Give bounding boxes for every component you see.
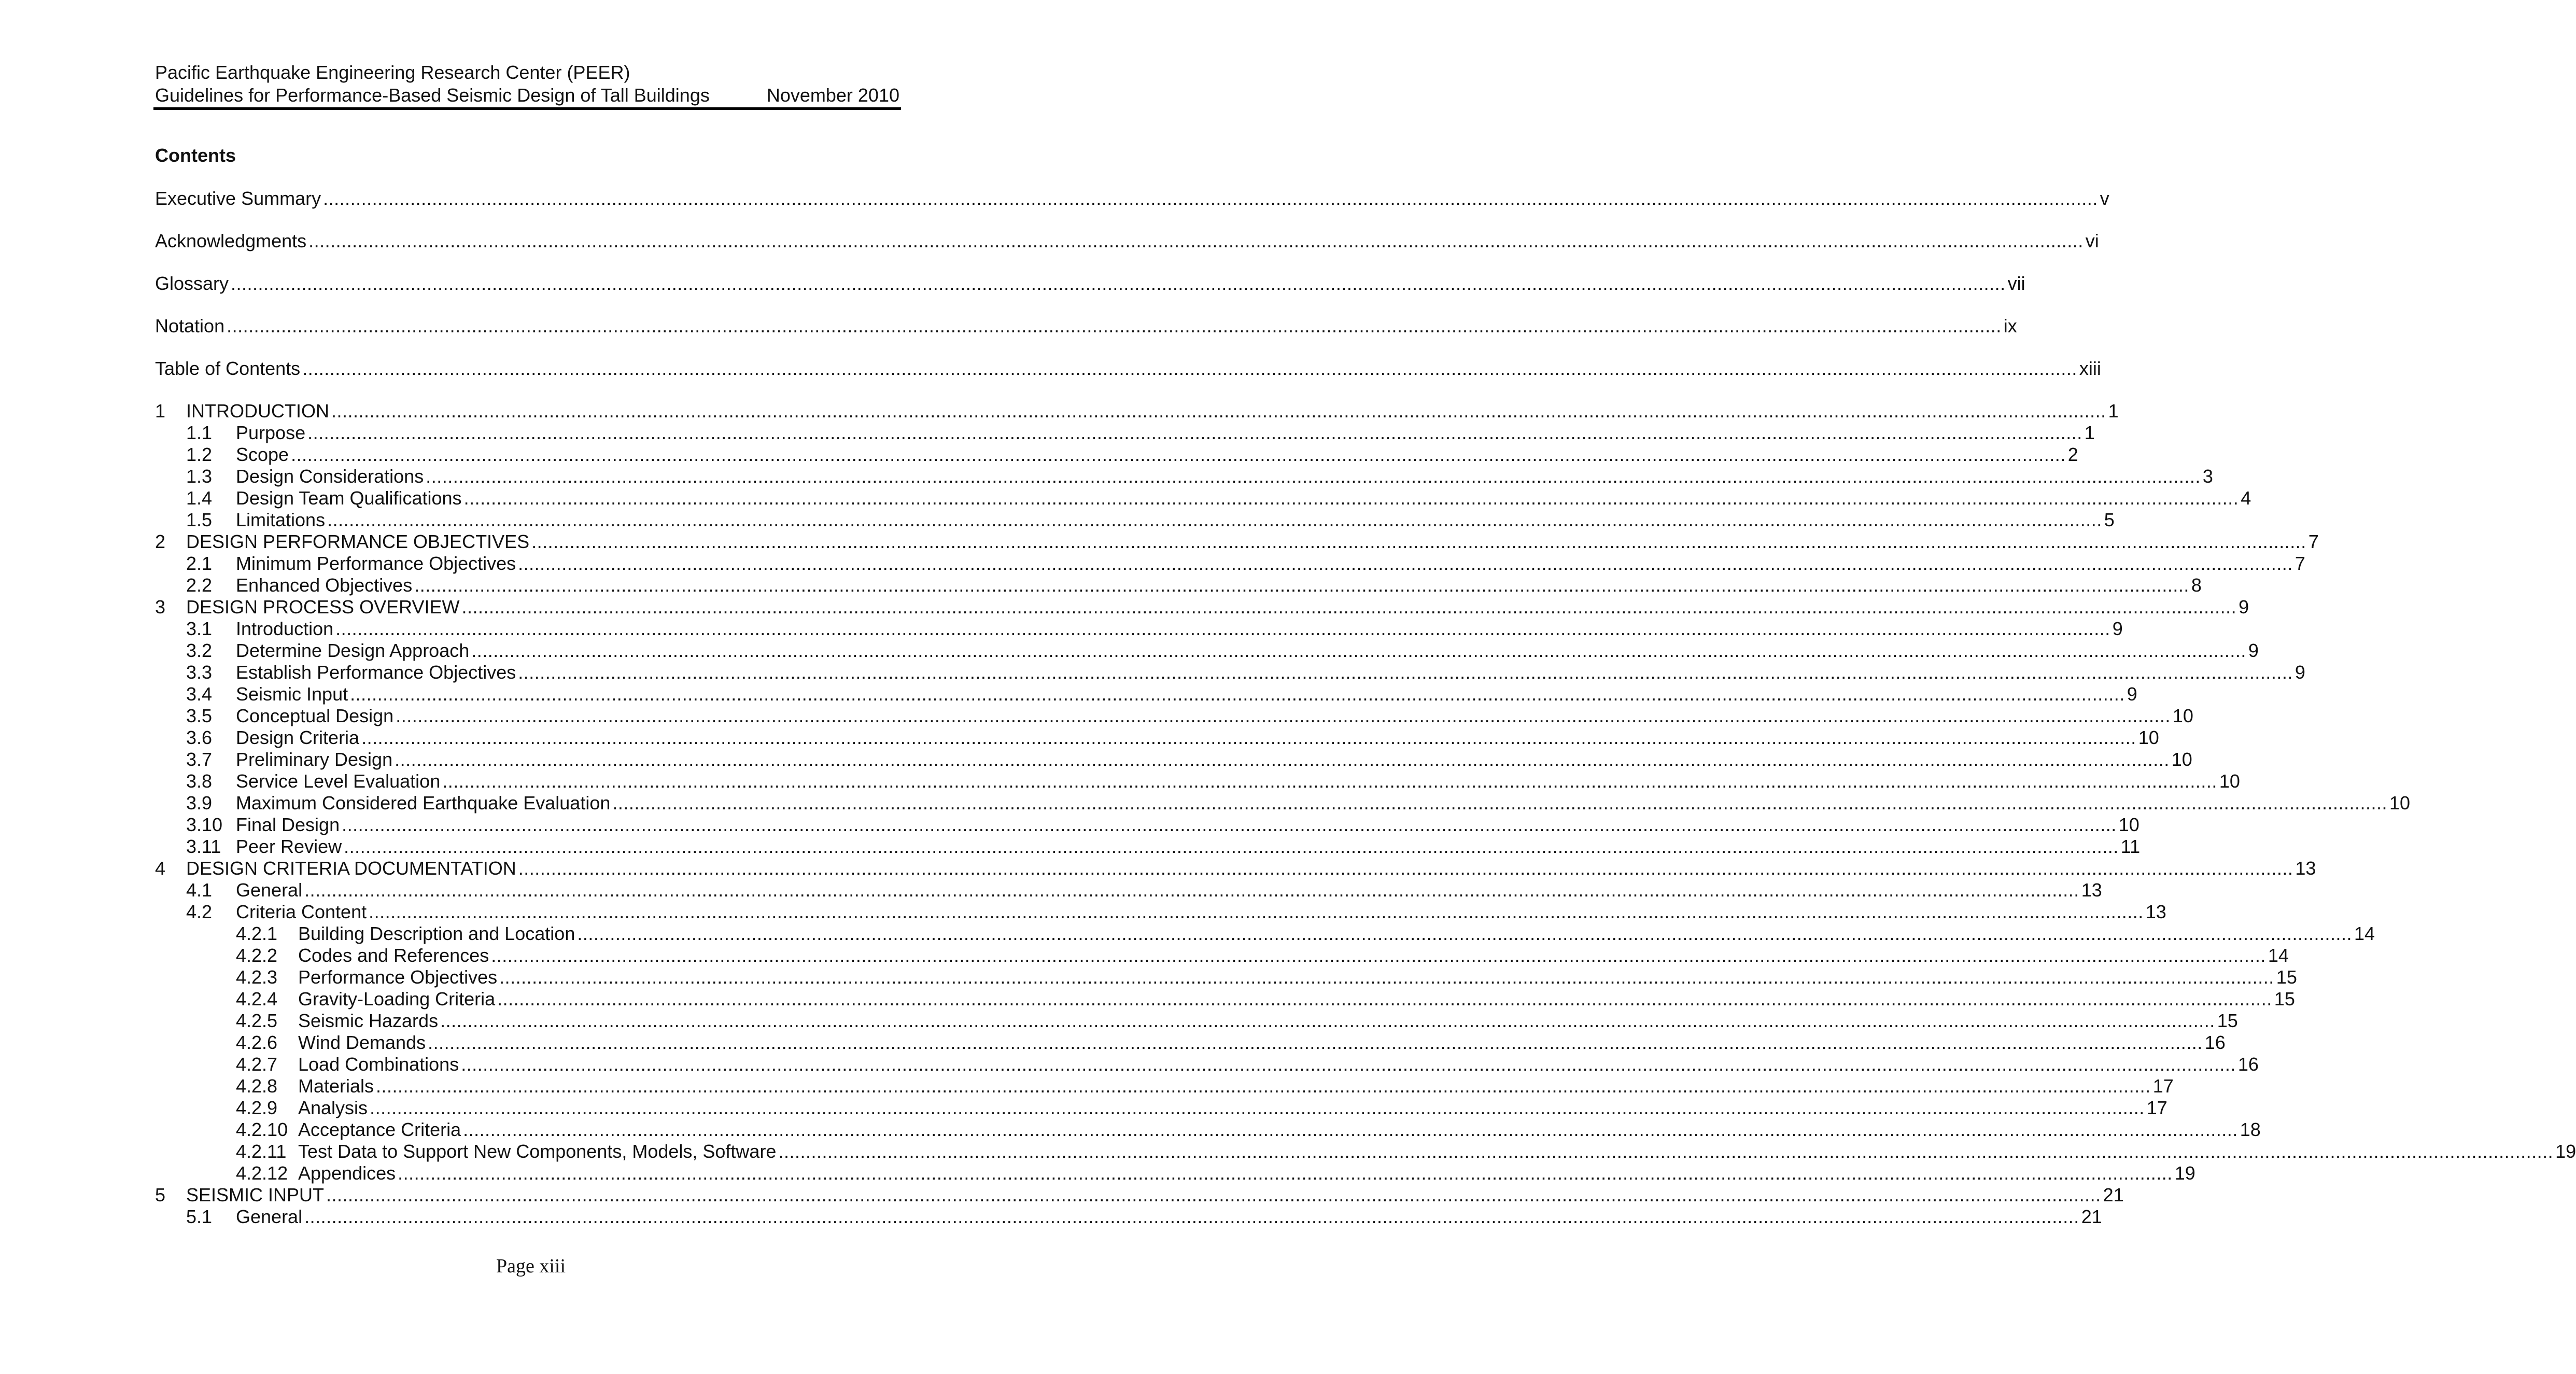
toc-entry-page: 17	[2152, 1075, 2174, 1097]
toc-entry-page: 10	[2172, 705, 2193, 726]
toc-entry-page: 1	[2084, 422, 2095, 443]
toc-entry-page: 16	[2204, 1032, 2226, 1053]
toc-dot-leader: ......................................................................................................................................................................................................................................................................................................................................	[518, 662, 2293, 683]
toc-entry-page: 19	[2555, 1141, 2576, 1162]
toc-entry[interactable]	[236, 923, 2375, 945]
toc-entry[interactable]	[186, 444, 2078, 466]
toc-entry-page: 13	[2081, 879, 2102, 901]
toc-entry-page: 11	[2120, 836, 2141, 857]
toc-dot-leader: ......................................................................................................................................................................................................................................................................................................................................	[497, 988, 2272, 1010]
toc-entry-title: Preliminary Design	[236, 749, 393, 770]
toc-entry-page: 15	[2217, 1010, 2238, 1031]
toc-entry-number: 4	[155, 858, 166, 879]
toc-entry-page: 10	[2138, 727, 2159, 748]
toc-entry-number: 2.2	[186, 574, 213, 596]
toc-dot-leader: ......................................................................................................................................................................................................................................................................................................................................	[463, 1119, 2238, 1140]
toc-dot-leader: ......................................................................................................................................................................................................................................................................................................................................	[350, 683, 2125, 705]
toc-dot-leader: ......................................................................................................................................................................................................................................................................................................................................	[326, 1184, 2101, 1205]
toc-entry-title: Wind Demands	[298, 1032, 426, 1053]
toc-entry-page: 1	[2108, 400, 2119, 422]
toc-entry-number: 4.2.11	[236, 1141, 287, 1162]
toc-entry-number: 2.1	[186, 553, 213, 574]
toc-entry-page: 10	[2118, 814, 2139, 835]
toc-entry[interactable]	[186, 1206, 2102, 1228]
toc-entry-title: Acceptance Criteria	[298, 1119, 461, 1140]
toc-entry-title: SEISMIC INPUT	[186, 1184, 325, 1205]
header-rule	[153, 107, 901, 110]
toc-entry[interactable]	[236, 1097, 2167, 1119]
toc-entry[interactable]	[236, 1010, 2238, 1032]
toc-entry-title: Building Description and Location	[298, 923, 575, 944]
toc-entry-page: 19	[2174, 1162, 2195, 1184]
toc-entry[interactable]	[186, 422, 2095, 444]
toc-entry[interactable]	[236, 1119, 2261, 1141]
toc-entry[interactable]	[236, 1054, 2259, 1075]
toc-dot-leader: ......................................................................................................................................................................................................................................................................................................................................	[778, 1141, 2554, 1162]
toc-entry[interactable]	[236, 1141, 2576, 1162]
toc-entry-title: DESIGN PROCESS OVERVIEW	[186, 596, 460, 618]
toc-entry[interactable]	[186, 727, 2159, 749]
toc-entry[interactable]	[186, 749, 2192, 770]
toc-entry-page: 2	[2067, 444, 2078, 465]
toc-entry-page: 21	[2081, 1206, 2102, 1227]
toc-dot-leader: ......................................................................................................................................................................................................................................................................................................................................	[577, 923, 2352, 944]
toc-dot-leader: ......................................................................................................................................................................................................................................................................................................................................	[304, 1206, 2079, 1227]
toc-dot-leader: ......................................................................................................................................................................................................................................................................................................................................	[227, 315, 2002, 337]
toc-entry-number: 3.2	[186, 640, 213, 661]
toc-entry-number: 3.7	[186, 749, 213, 770]
toc-dot-leader: ......................................................................................................................................................................................................................................................................................................................................	[471, 640, 2246, 661]
toc-dot-leader: ......................................................................................................................................................................................................................................................................................................................................	[612, 792, 2388, 814]
toc-entry-page: 7	[2295, 553, 2305, 574]
toc-entry-title: Purpose	[236, 422, 306, 443]
toc-entry[interactable]	[186, 792, 2411, 814]
toc-entry-number: 4.2.7	[236, 1054, 278, 1075]
toc-entry[interactable]	[186, 553, 2305, 574]
toc-entry-title: Establish Performance Objectives	[236, 662, 516, 683]
toc-entry-page: 17	[2146, 1097, 2167, 1118]
toc-entry-number: 4.2.9	[236, 1097, 278, 1118]
toc-entry-number: 1.4	[186, 487, 213, 509]
toc-entry-number: 3	[155, 596, 166, 618]
header-document-title: Guidelines for Performance-Based Seismic Design of Tall Buildings	[155, 85, 710, 106]
toc-entry[interactable]	[155, 188, 2109, 209]
toc-entry[interactable]	[186, 466, 2213, 487]
toc-entry-page: 9	[2239, 596, 2249, 618]
toc-entry-number: 4.2.4	[236, 988, 278, 1010]
header-date: November 2010	[766, 85, 899, 106]
toc-entry-page: 9	[2295, 662, 2305, 683]
toc-entry-page: 10	[2219, 770, 2240, 792]
toc-entry-number: 1.2	[186, 444, 213, 465]
toc-entry[interactable]	[236, 945, 2289, 966]
toc-entry-page: 9	[2112, 618, 2123, 639]
toc-dot-leader: ......................................................................................................................................................................................................................................................................................................................................	[395, 749, 2170, 770]
toc-entry[interactable]	[186, 618, 2123, 640]
toc-dot-leader: ......................................................................................................................................................................................................................................................................................................................................	[461, 596, 2237, 618]
toc-dot-leader: ......................................................................................................................................................................................................................................................................................................................................	[361, 727, 2136, 748]
toc-entry-title: Materials	[298, 1075, 374, 1097]
toc-entry-title: Final Design	[236, 814, 340, 835]
toc-entry[interactable]	[186, 901, 2166, 923]
toc-entry-page: ix	[2003, 315, 2017, 337]
toc-entry-title: Design Criteria	[236, 727, 360, 748]
running-header	[155, 61, 899, 107]
toc-entry[interactable]	[186, 705, 2193, 727]
toc-dot-leader: ......................................................................................................................................................................................................................................................................................................................................	[231, 273, 2006, 294]
toc-entry-number: 4.2.6	[236, 1032, 278, 1053]
toc-dot-leader: ......................................................................................................................................................................................................................................................................................................................................	[369, 901, 2144, 922]
toc-entry[interactable]	[186, 662, 2305, 683]
toc-entry-page: vii	[2007, 273, 2025, 294]
toc-entry-number: 1	[155, 400, 166, 422]
toc-entry[interactable]	[155, 358, 2101, 380]
toc-entry-number: 3.5	[186, 705, 213, 726]
toc-entry-page: 4	[2241, 487, 2251, 509]
toc-entry-title: Determine Design Approach	[236, 640, 470, 661]
toc-dot-leader: ......................................................................................................................................................................................................................................................................................................................................	[499, 966, 2274, 988]
toc-entry-page: 13	[2145, 901, 2166, 922]
toc-dot-leader: ......................................................................................................................................................................................................................................................................................................................................	[428, 1032, 2203, 1053]
toc-entry[interactable]	[186, 879, 2102, 901]
toc-entry-title: Codes and References	[298, 945, 489, 966]
toc-dot-leader: ......................................................................................................................................................................................................................................................................................................................................	[398, 1162, 2173, 1184]
toc-dot-leader: ......................................................................................................................................................................................................................................................................................................................................	[307, 422, 2082, 443]
toc-entry-title: Seismic Hazards	[298, 1010, 439, 1031]
toc-dot-leader: ......................................................................................................................................................................................................................................................................................................................................	[442, 770, 2217, 792]
toc-entry[interactable]	[236, 1162, 2195, 1184]
toc-entry[interactable]	[155, 1184, 2124, 1206]
toc-dot-leader: ......................................................................................................................................................................................................................................................................................................................................	[518, 553, 2293, 574]
toc-entry[interactable]	[155, 273, 2025, 295]
toc-entry-title: General	[236, 1206, 303, 1227]
toc-entry-number: 4.2.12	[236, 1162, 288, 1184]
toc-entry-number: 3.10	[186, 814, 223, 835]
toc-entry-page: 16	[2237, 1054, 2259, 1075]
toc-entry[interactable]	[236, 988, 2295, 1010]
toc-entry-title: Design Team Qualifications	[236, 487, 462, 509]
toc-entry-page: 15	[2274, 988, 2295, 1010]
toc-entry-title: Seismic Input	[236, 683, 348, 705]
toc-entry[interactable]	[186, 836, 2141, 858]
toc-entry-page: 13	[2295, 858, 2316, 879]
toc-entry[interactable]	[236, 1075, 2174, 1097]
toc-entry-number: 3.4	[186, 683, 213, 705]
toc-entry-page: 5	[2104, 509, 2115, 530]
toc-entry-title: Service Level Evaluation	[236, 770, 441, 792]
toc-entry-number: 4.2.5	[236, 1010, 278, 1031]
toc-entry-page: 14	[2354, 923, 2375, 944]
toc-entry-title: General	[236, 879, 303, 901]
toc-entry-number: 5.1	[186, 1206, 213, 1227]
page-number: Page xiii	[496, 1255, 566, 1277]
toc-entry-title: Criteria Content	[236, 901, 367, 922]
toc-entry-title: Minimum Performance Objectives	[236, 553, 516, 574]
toc-entry-title: DESIGN PERFORMANCE OBJECTIVES	[186, 531, 530, 552]
toc-entry-page: 18	[2240, 1119, 2261, 1140]
header-row	[155, 84, 899, 107]
toc-entry-title: Table of Contents	[155, 358, 301, 379]
toc-dot-leader: ......................................................................................................................................................................................................................................................................................................................................	[335, 618, 2110, 639]
toc-entry[interactable]	[155, 858, 2316, 879]
toc-entry-title: Limitations	[236, 509, 326, 530]
toc-dot-leader: ......................................................................................................................................................................................................................................................................................................................................	[291, 444, 2066, 465]
toc-entry-title: Design Considerations	[236, 466, 424, 487]
toc-entry-number: 1.5	[186, 509, 213, 530]
toc-entry-page: v	[2100, 188, 2109, 209]
toc-entry[interactable]	[155, 315, 2017, 337]
toc-entry[interactable]	[186, 683, 2137, 705]
toc-entry[interactable]	[186, 814, 2139, 836]
toc-entry-title: INTRODUCTION	[186, 400, 329, 422]
toc-entry-title: Load Combinations	[298, 1054, 459, 1075]
toc-dot-leader: ......................................................................................................................................................................................................................................................................................................................................	[518, 858, 2293, 879]
toc-dot-leader: ......................................................................................................................................................................................................................................................................................................................................	[344, 836, 2119, 857]
toc-entry-title: Acknowledgments	[155, 230, 307, 251]
toc-entry[interactable]	[186, 640, 2259, 662]
toc-entry-number: 3.6	[186, 727, 213, 748]
toc-dot-leader: ......................................................................................................................................................................................................................................................................................................................................	[463, 487, 2239, 509]
toc-entry-page: xiii	[2079, 358, 2101, 379]
toc-entry[interactable]	[236, 966, 2297, 988]
toc-entry-number: 3.11	[186, 836, 221, 857]
toc-dot-leader: ......................................................................................................................................................................................................................................................................................................................................	[491, 945, 2266, 966]
toc-entry-number: 5	[155, 1184, 166, 1205]
toc-dot-leader: ......................................................................................................................................................................................................................................................................................................................................	[308, 230, 2084, 251]
header-organization: Pacific Earthquake Engineering Research Center (PEER)	[155, 62, 630, 83]
toc-entry-page: 9	[2127, 683, 2137, 705]
toc-entry-title: Peer Review	[236, 836, 342, 857]
toc-entry-page: vi	[2085, 230, 2099, 251]
toc-entry-page: 14	[2268, 945, 2289, 966]
toc-dot-leader: ......................................................................................................................................................................................................................................................................................................................................	[323, 188, 2098, 209]
toc-entry-title: Performance Objectives	[298, 966, 498, 988]
toc-dot-leader: ......................................................................................................................................................................................................................................................................................................................................	[342, 814, 2117, 835]
toc-entry-title: Executive Summary	[155, 188, 321, 209]
toc-entry-title: Gravity-Loading Criteria	[298, 988, 496, 1010]
toc-entry-title: Maximum Considered Earthquake Evaluation	[236, 792, 611, 814]
toc-entry-number: 1.3	[186, 466, 213, 487]
toc-dot-leader: ......................................................................................................................................................................................................................................................................................................................................	[304, 879, 2079, 901]
toc-dot-leader: ......................................................................................................................................................................................................................................................................................................................................	[376, 1075, 2151, 1097]
toc-entry-title: Appendices	[298, 1162, 396, 1184]
toc-entry-page: 15	[2276, 966, 2297, 988]
toc-entry[interactable]	[236, 1032, 2226, 1054]
toc-entry-title: DESIGN CRITERIA DOCUMENTATION	[186, 858, 516, 879]
toc-entry-title: Test Data to Support New Components, Models, Software	[298, 1141, 777, 1162]
toc-entry-page: 3	[2202, 466, 2213, 487]
toc-dot-leader: ......................................................................................................................................................................................................................................................................................................................................	[440, 1010, 2215, 1031]
toc-entry[interactable]	[155, 531, 2319, 553]
toc-entry-number: 3.8	[186, 770, 213, 792]
toc-entry-page: 9	[2248, 640, 2259, 661]
toc-entry[interactable]	[186, 770, 2240, 792]
toc-entry[interactable]	[186, 574, 2202, 596]
toc-entry-number: 4.2.10	[236, 1119, 288, 1140]
toc-entry-number: 4.2	[186, 901, 213, 922]
toc-entry-number: 2	[155, 531, 166, 552]
toc-dot-leader: ......................................................................................................................................................................................................................................................................................................................................	[414, 574, 2189, 596]
toc-entry-title: Glossary	[155, 273, 229, 294]
toc-dot-leader: ......................................................................................................................................................................................................................................................................................................................................	[461, 1054, 2236, 1075]
toc-entry[interactable]	[186, 509, 2115, 531]
toc-entry-number: 4.2.3	[236, 966, 278, 988]
toc-dot-leader: ......................................................................................................................................................................................................................................................................................................................................	[370, 1097, 2145, 1118]
toc-entry-number: 3.1	[186, 618, 213, 639]
toc-entry-number: 3.9	[186, 792, 213, 814]
toc-entry-number: 4.1	[186, 879, 213, 901]
toc-entry-number: 3.3	[186, 662, 213, 683]
toc-entry-number: 4.2.1	[236, 923, 278, 944]
toc-entry-title: Introduction	[236, 618, 334, 639]
toc-entry-number: 1.1	[186, 422, 213, 443]
toc-entry[interactable]	[155, 596, 2249, 618]
toc-dot-leader: ......................................................................................................................................................................................................................................................................................................................................	[426, 466, 2201, 487]
toc-dot-leader: ......................................................................................................................................................................................................................................................................................................................................	[531, 531, 2306, 552]
toc-entry-title: Scope	[236, 444, 289, 465]
toc-entry-page: 10	[2389, 792, 2411, 814]
toc-entry-page: 21	[2103, 1184, 2124, 1205]
toc-dot-leader: ......................................................................................................................................................................................................................................................................................................................................	[302, 358, 2077, 379]
toc-dot-leader: ......................................................................................................................................................................................................................................................................................................................................	[327, 509, 2102, 530]
toc-entry[interactable]	[186, 487, 2251, 509]
toc-entry-page: 10	[2171, 749, 2192, 770]
toc-entry-title: Conceptual Design	[236, 705, 394, 726]
toc-entry[interactable]	[155, 230, 2099, 252]
toc-entry-number: 4.2.8	[236, 1075, 278, 1097]
toc-dot-leader: ......................................................................................................................................................................................................................................................................................................................................	[396, 705, 2171, 726]
toc-dot-leader: ......................................................................................................................................................................................................................................................................................................................................	[331, 400, 2106, 422]
toc-entry-page: 8	[2191, 574, 2202, 596]
toc-entry-number: 4.2.2	[236, 945, 278, 966]
toc-entry-title: Enhanced Objectives	[236, 574, 413, 596]
toc-entry-title: Analysis	[298, 1097, 368, 1118]
toc-entry-page: 7	[2308, 531, 2319, 552]
toc-entry[interactable]	[155, 400, 2119, 422]
toc-entry-title: Notation	[155, 315, 225, 337]
contents-title: Contents	[155, 145, 236, 166]
